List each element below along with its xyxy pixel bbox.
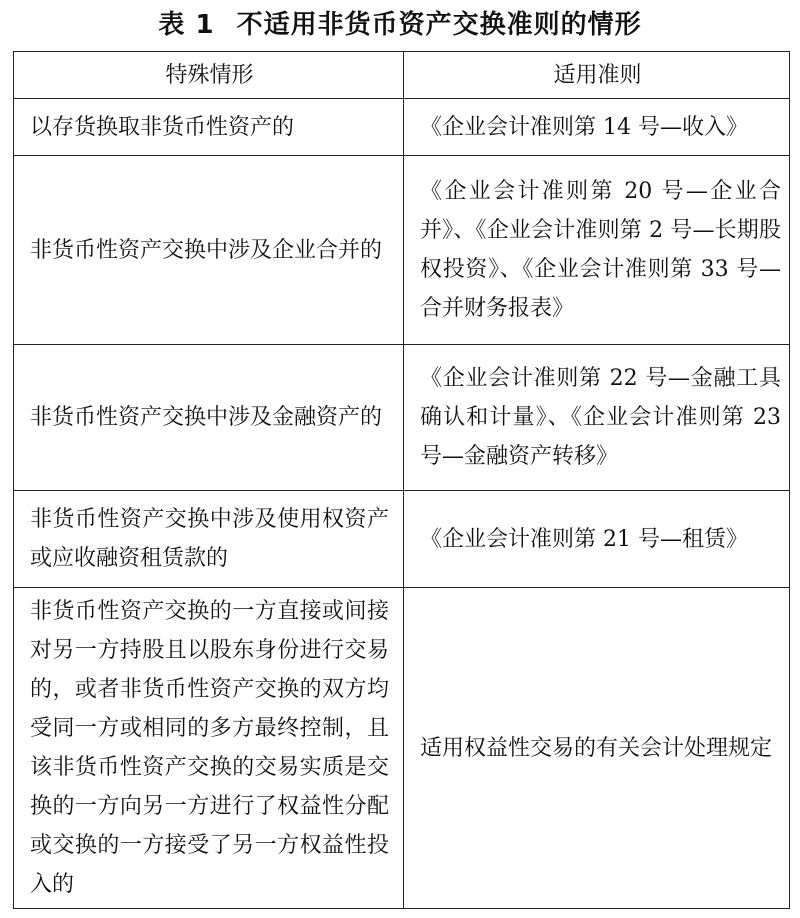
table-title: 不适用非货币资产交换准则的情形 <box>236 10 642 40</box>
situation-cell: 非货币性资产交换中涉及金融资产的 <box>14 345 404 491</box>
standard-cell: 适用权益性交易的有关会计处理规定 <box>404 588 790 909</box>
header-row <box>14 52 790 99</box>
table-row <box>14 99 790 156</box>
situation-cell: 非货币性资产交换的一方直接或间接对另一方持股且以股东身份进行交易的，或者非货币性资产交换的双方均受同一方或相同的多方最终控制，且该非货币性资产交换的交易实质是交换的一方向另一方进行了权益性分配或交换的一方接受了另一方权益性投入的 <box>14 588 404 909</box>
table-number: 表 1 <box>158 10 215 40</box>
standard-cell: 《企业会计准则第 21 号—租赁》 <box>404 491 790 588</box>
table-row <box>14 588 790 909</box>
situation-cell: 非货币性资产交换中涉及使用权资产或应收融资租赁款的 <box>14 491 404 588</box>
situation-cell: 以存货换取非货币性资产的 <box>14 99 404 156</box>
header-situation: 特殊情形 <box>14 52 404 99</box>
standard-cell: 《企业会计准则第 22 号—金融工具确认和计量》、《企业会计准则第 23 号—金融资产转移》 <box>404 345 790 491</box>
header-standard: 适用准则 <box>404 52 790 99</box>
standard-cell: 《企业会计准则第 20 号—企业合并》、《企业会计准则第 2 号—长期股权投资》、《企业会计准则第 33 号—合并财务报表》 <box>404 156 790 345</box>
table-caption <box>0 6 800 44</box>
table-row <box>14 345 790 491</box>
table-row <box>14 491 790 588</box>
standards-table <box>13 51 790 909</box>
standard-cell: 《企业会计准则第 14 号—收入》 <box>404 99 790 156</box>
table-row <box>14 156 790 345</box>
situation-cell: 非货币性资产交换中涉及企业合并的 <box>14 156 404 345</box>
